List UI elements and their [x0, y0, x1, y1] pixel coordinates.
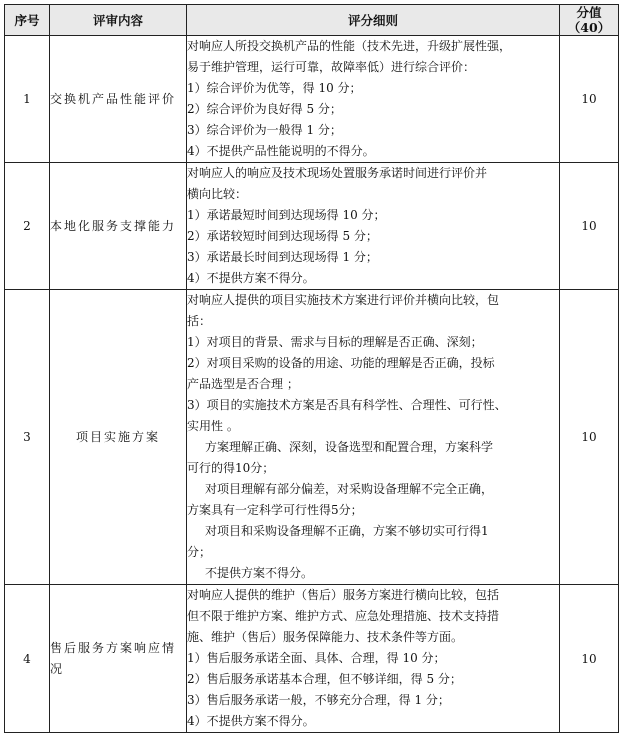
criteria-line: 1）承诺最短时间到达现场得 10 分； [187, 208, 386, 222]
criteria-line: 1）售后服务承诺全面、具体、合理，得 10 分； [187, 651, 446, 665]
row-content: 本地化服务支撑能力 [50, 163, 187, 290]
criteria-line: 2）对项目采购的设备的用途、功能的理解是否正确，投标 [187, 356, 495, 370]
criteria-line: 横向比较： [187, 187, 248, 201]
table-row [5, 290, 619, 585]
table-row [5, 585, 619, 733]
row-criteria [187, 36, 560, 163]
row-score: 10 [560, 290, 619, 585]
criteria-line: 实用性 。 [187, 419, 239, 433]
criteria-line: 分； [187, 545, 212, 559]
row-score: 10 [560, 36, 619, 163]
header-score [560, 5, 619, 36]
header-content: 评审内容 [50, 5, 187, 36]
row-content: 项目实施方案 [50, 290, 187, 585]
criteria-line: 产品选型是否合理 ； [187, 377, 299, 391]
criteria-line: 4）不提供方案不得分。 [187, 714, 315, 728]
criteria-line: 对响应人所投交换机产品的性能（技术先进，升级扩展性强， [187, 39, 512, 53]
criteria-line: 1）对项目的背景、需求与目标的理解是否正确、深刻； [187, 335, 483, 349]
criteria-line: 对响应人提供的项目实施技术方案进行评价并横向比较，包 [187, 293, 500, 307]
row-content: 售后服务方案响应情况 [50, 585, 187, 733]
row-index: 1 [5, 36, 50, 163]
table-row [5, 163, 619, 290]
criteria-line: 4）不提供产品性能说明的不得分。 [187, 144, 375, 158]
header-score-total: （40） [567, 20, 611, 35]
criteria-line: 3）项目的实施技术方案是否具有科学性、合理性、可行性、 [187, 398, 507, 412]
criteria-line: 4）不提供方案不得分。 [187, 271, 315, 285]
criteria-line: 2）售后服务承诺基本合理，但不够详细，得 5 分； [187, 672, 462, 686]
criteria-line: 对项目和采购设备理解不正确，方案不够切实可行得1 [205, 524, 489, 538]
row-content: 交换机产品性能评价 [50, 36, 187, 163]
criteria-line: 方案具有一定科学可行性得5分； [187, 503, 363, 517]
table-row [5, 36, 619, 163]
header-criteria: 评分细则 [187, 5, 560, 36]
criteria-line: 3）承诺最长时间到达现场得 1 分； [187, 250, 378, 264]
criteria-line: 易于维护管理，运行可靠，故障率低）进行综合评价： [187, 60, 476, 74]
row-index: 2 [5, 163, 50, 290]
criteria-line: 对响应人提供的维护（售后）服务方案进行横向比较，包括 [187, 588, 500, 602]
row-criteria [187, 585, 560, 733]
header-index: 序号 [5, 5, 50, 36]
criteria-line: 不提供方案不得分。 [205, 566, 314, 580]
criteria-line: 2）综合评价为良好得 5 分； [187, 102, 342, 116]
criteria-line: 对项目理解有部分偏差，对采购设备理解不完全正确， [205, 482, 494, 496]
row-criteria [187, 290, 560, 585]
scoring-table [4, 4, 619, 733]
criteria-line: 方案理解正确、深刻，设备选型和配置合理，方案科学 [205, 440, 494, 454]
criteria-line: 但不限于维护方案、维护方式、应急处理措施、技术支持措 [187, 609, 500, 623]
header-score-label: 分值 [576, 5, 602, 20]
criteria-line: 3）售后服务承诺一般，不够充分合理，得 1 分； [187, 693, 450, 707]
criteria-line: 对响应人的响应及技术现场处置服务承诺时间进行评价并 [187, 166, 488, 180]
criteria-line: 3）综合评价为一般得 1 分； [187, 123, 342, 137]
criteria-line: 1）综合评价为优等，得 10 分； [187, 81, 362, 95]
header-row [5, 5, 619, 36]
row-score: 10 [560, 163, 619, 290]
row-score: 10 [560, 585, 619, 733]
criteria-line: 括： [187, 314, 212, 328]
criteria-line: 施、维护（售后）服务保障能力、技术条件等方面。 [187, 630, 464, 644]
row-index: 4 [5, 585, 50, 733]
row-index: 3 [5, 290, 50, 585]
criteria-line: 2）承诺较短时间到达现场得 5 分； [187, 229, 378, 243]
criteria-line: 可行的得10分； [187, 461, 275, 475]
row-criteria [187, 163, 560, 290]
